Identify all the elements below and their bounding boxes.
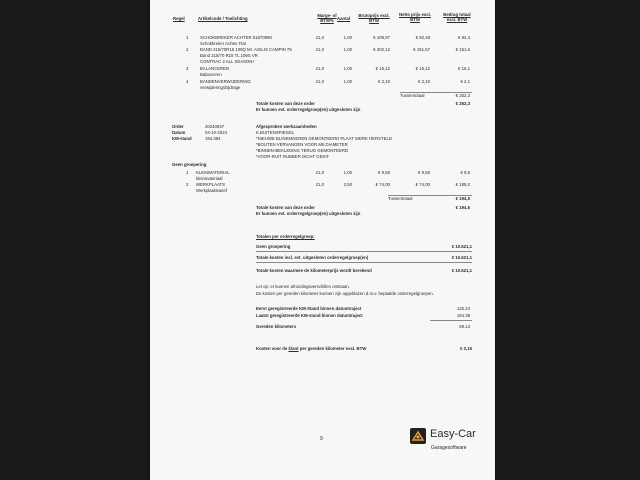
line-desc: SCHOKBREKER ACHTER 51870990: [200, 35, 272, 40]
col-netto: Netto prijs excl. BTW: [399, 12, 431, 22]
summary-km-value: € 10.621,1: [451, 268, 472, 273]
line-btw: 21,0: [315, 182, 324, 187]
line-nr: 1: [186, 170, 189, 175]
cost-label-klant: klant: [288, 346, 299, 351]
line-total: € 185,0: [455, 182, 470, 187]
line-btw: 21,0: [315, 170, 324, 175]
order-total-value: € 252,3: [455, 101, 470, 106]
line-netto: € 74,00: [415, 182, 430, 187]
order-note: Er kunnen evt. orderregelgroep(en) uitgesloten zijn: [256, 107, 361, 112]
order-total-label: Totale kosten van deze order: [256, 205, 315, 210]
line-desc: WERKPLAATS: [196, 182, 226, 187]
order-label: Order: [172, 124, 184, 129]
line-btw: 21,0: [315, 66, 324, 71]
col-artikel: Artikelcode / Toelichting: [198, 16, 248, 21]
line-total: € 82,4: [458, 35, 470, 40]
order-total-label: Totale kosten van deze order: [256, 101, 315, 106]
line-bruto: € 16,12: [375, 66, 390, 71]
line-qty: 1,00: [343, 35, 352, 40]
line-desc: KLEINMATERIAL: [196, 170, 230, 175]
order-note: Er kunnen evt. orderregelgroep(en) uitgesloten zijn: [256, 211, 361, 216]
summary-geen-label: Geen groepering: [256, 244, 291, 249]
page-number: 9: [320, 436, 323, 442]
cost-label-pre: Kosten voor de: [256, 346, 289, 351]
line-desc: BALANCEREN: [200, 66, 230, 71]
summary-note: Let op: er kunnen afrondingsverschillen ontstaan.: [256, 284, 350, 289]
line-qty: 1,00: [343, 47, 352, 52]
line-bruto: € 9,50: [378, 170, 390, 175]
km-value: 194.384: [205, 136, 221, 141]
line-desc: BANDENVERWIJDERING: [200, 79, 251, 84]
summary-note: De kosten per gereden kilometer kunnen zijn opgeblazen d.m.v. bepaalde orderregelgroepen.: [256, 291, 434, 296]
line-btw: 21,0: [315, 79, 324, 84]
line-bruto: € 109,97: [373, 35, 390, 40]
summary-geen-value: € 10.621,1: [451, 244, 472, 249]
line-netto: € 82,48: [415, 35, 430, 40]
line-btw: 21,0: [315, 47, 324, 52]
tussentotaal-label: Tussentotaal: [388, 196, 413, 201]
cost-label-post: per gereden kilometer excl. BTW: [298, 346, 367, 351]
eerst-km-label: Eerst geregistreerde KM-Stand binnen datumtraject: [256, 306, 362, 311]
line-sub: Schokbreker Achter Fiat: [200, 41, 246, 46]
line-netto: € 151,67: [413, 47, 430, 52]
summary-incl-value: € 10.621,1: [451, 255, 472, 260]
line-qty: 1,00: [343, 79, 352, 84]
tussentotaal-value: € 194,5: [455, 196, 470, 201]
work-line: *NIEUWE BLINKMOEREN GEMONTEERD PLAAT WERK HERSTELD: [256, 136, 392, 141]
line-nr: 3: [186, 66, 189, 71]
line-sub: Band 215/70 R15 TL 109S VR: [200, 53, 258, 58]
gereden-km-label: Gereden kilometers: [256, 324, 297, 329]
divider: [430, 320, 472, 321]
datum-label: Datum: [172, 130, 186, 135]
col-bedrag: Bedrag totaal excl. BTW: [443, 12, 471, 22]
work-title: Afgesproken werkzaamheden: [256, 124, 317, 129]
line-qty: 2,50: [343, 182, 352, 187]
divider: [256, 262, 472, 263]
work-line: *VOOR-RUIT RUBBER DICHT GEKIT: [256, 154, 330, 159]
col-aantal: Aantal: [337, 16, 351, 21]
line-total: € 2,1: [460, 79, 470, 84]
col-bruto: Brutoprijs excl. BTW: [358, 13, 390, 23]
gereden-km-value: 69.13: [459, 324, 470, 329]
line-bruto: € 2,10: [378, 79, 390, 84]
order-total-value: € 194,5: [455, 205, 470, 210]
line-nr: 1: [186, 35, 189, 40]
work-line: K.BUITENSPIEGEL: [256, 130, 295, 135]
line-total: € 9,5: [460, 170, 470, 175]
work-line: *BINNEN-BEKLEDING TERUG GEMONTEERD: [256, 148, 349, 153]
line-sub: kleinmateriaal: [196, 176, 223, 181]
line-total: € 151,6: [455, 47, 470, 52]
line-nr: 2: [186, 47, 189, 52]
line-nr: 4: [186, 79, 189, 84]
line-netto: € 2,10: [418, 79, 430, 84]
laatst-km-value: 194.38: [456, 313, 470, 318]
col-marge: Marge- of BTW%: [317, 13, 337, 23]
line-btw: 21,0: [315, 35, 324, 40]
cost-per-km-label: [256, 346, 366, 351]
group-label: Geen groepering: [172, 162, 207, 167]
line-nr: 2: [186, 182, 189, 187]
brand-sub: Garagesoftware: [431, 445, 467, 451]
tussentotaal-value: € 252,3: [455, 93, 470, 98]
work-line: *BOUTEN VERVANGEN VOOR M6 DIAMETER: [256, 142, 348, 147]
line-sub: Balanceren: [200, 72, 222, 77]
line-netto: € 16,12: [415, 66, 430, 71]
datum-value: 04-10-2024: [205, 130, 227, 135]
line-total: € 16,1: [458, 66, 470, 71]
line-netto: € 9,50: [418, 170, 430, 175]
line-desc: CONTRAC 2 ALL SEASON+: [200, 59, 255, 64]
laatst-km-label: Laatst geregistreerde KM-stand binnen datumtraject: [256, 313, 363, 318]
km-label: KM-stand: [172, 136, 192, 141]
line-qty: 1,00: [343, 66, 352, 71]
cost-per-km-value: € 0,15: [460, 346, 472, 351]
tussentotaal-label: Tussentotaal: [400, 93, 425, 98]
line-bruto: € 74,00: [375, 182, 390, 187]
summary-title: Totalen per orderregelgroep:: [256, 234, 315, 239]
divider: [256, 251, 472, 252]
line-desc: BAND 215/70R15 109Q MI. AGILIS CAMPIN 75: [200, 47, 292, 52]
line-bruto: € 202,12: [373, 47, 390, 52]
easy-car-logo-icon: [410, 428, 426, 444]
summary-incl-label: Totale kosten incl. evt. uitgesloten orderregelgroep(en): [256, 255, 369, 260]
eerst-km-value: 125.24: [456, 306, 470, 311]
brand-name: Easy-Car: [430, 428, 476, 440]
order-value: 20240847: [205, 124, 225, 129]
line-sub: verwijderingsbijdrage: [200, 85, 241, 90]
line-sub: Werkplaatstarief: [196, 188, 227, 193]
col-regel: Regel: [173, 16, 185, 21]
summary-km-label: Totale kosten waarmee de kilometerprijs wordt berekend: [256, 268, 372, 273]
line-qty: 1,00: [343, 170, 352, 175]
